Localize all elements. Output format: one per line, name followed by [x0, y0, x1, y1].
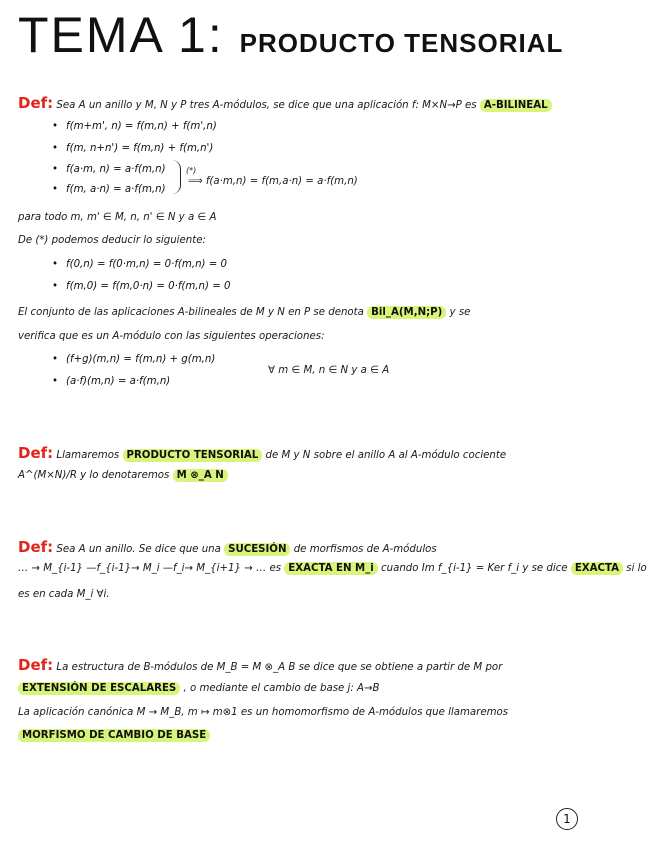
- highlight-producto-tensorial: PRODUCTO TENSORIAL: [123, 449, 263, 462]
- bil-module-line: verifica que es un A-módulo con las siguientes operaciones:: [18, 331, 325, 342]
- sequence-formula: … → M_{i-1} —f_{i-1}→ M_i —f_i→ M_{i+1} → …: [18, 563, 267, 574]
- bilinear-property-4: • f(m, a·n) = a·f(m,n): [52, 184, 166, 195]
- def4-line1: Def: La estructura de B-módulos de M_B = M ⊗_A B se dice que se obtiene a partir de M por: [18, 656, 503, 674]
- def-label: Def:: [18, 656, 54, 674]
- implies-equation: ⟹ f(a·m,n) = f(m,a·n) = a·f(m,n): [188, 176, 358, 187]
- def3-line2: … → M_{i-1} —f_{i-1}→ M_i —f_i→ M_{i+1} → … es EXACTA EN M_i cuando Im f_{i-1} = Ker f_i y se dice EXACTA si lo: [18, 563, 647, 574]
- page-title: [18, 6, 563, 64]
- highlight-exacta: EXACTA: [571, 562, 623, 575]
- highlight-morfismo-cambio-base: MORFISMO DE CAMBIO DE BASE: [18, 729, 210, 742]
- operation-sum: • (f+g)(m,n) = f(m,n) + g(m,n): [52, 354, 215, 365]
- operation-scalar: • (a·f)(m,n) = a·f(m,n): [52, 376, 170, 387]
- def1-intro: Def: Sea A un anillo y M, N y P tres A-módulos, se dice que una aplicación f: M×N→P es A-BILINEAL: [18, 94, 552, 112]
- highlight-sucesion: SUCESIÓN: [224, 543, 290, 556]
- deduce-item-2: • f(m,0) = f(m,0·n) = 0·f(m,n) = 0: [52, 281, 230, 292]
- bil-set-line: El conjunto de las aplicaciones A-bilineales de M y N en P se denota Bil_A(M,N;P) y se: [18, 307, 471, 318]
- deduce-line: De (*) podemos deducir lo siguiente:: [18, 235, 206, 246]
- brace: [172, 160, 181, 194]
- title-main: TEMA 1:: [18, 7, 224, 63]
- highlight-extension-escalares: EXTENSIÓN DE ESCALARES: [18, 682, 180, 695]
- highlight-tensor-notation: M ⊗_A N: [173, 469, 228, 482]
- def-label: Def:: [18, 94, 54, 112]
- bilinear-property-3: • f(a·m, n) = a·f(m,n): [52, 164, 166, 175]
- def4-line4: [18, 730, 210, 741]
- highlight-a-bilineal: A-BILINEAL: [480, 99, 552, 112]
- highlight-exacta-en: EXACTA EN M_i: [284, 562, 378, 575]
- title-sub: PRODUCTO TENSORIAL: [239, 28, 564, 58]
- bilinear-property-2: • f(m, n+n') = f(m,n) + f(m,n'): [52, 143, 213, 154]
- def-label: Def:: [18, 444, 54, 462]
- highlight-bil: Bil_A(M,N;P): [367, 306, 446, 319]
- for-all-line: para todo m, m' ∈ M, n, n' ∈ N y a ∈ A: [18, 212, 217, 223]
- deduce-item-1: • f(0,n) = f(0·m,n) = 0·f(m,n) = 0: [52, 259, 227, 270]
- def4-line3: La aplicación canónica M → M_B, m ↦ m⊗1 es un homomorfismo de A-módulos que llamaremos: [18, 707, 509, 718]
- page-number: 1: [556, 808, 578, 830]
- bilinear-property-1: • f(m+m', n) = f(m,n) + f(m',n): [52, 121, 217, 132]
- def3-line3: es en cada M_i ∀i.: [18, 589, 110, 600]
- def2-line1: Def: Llamaremos PRODUCTO TENSORIAL de M y N sobre el anillo A al A-módulo cociente: [18, 444, 507, 462]
- def2-line2: A^(M×N)/R y lo denotaremos M ⊗_A N: [18, 470, 228, 481]
- def-label: Def:: [18, 538, 54, 556]
- operations-quantifier: ∀ m ∈ M, n ∈ N y a ∈ A: [268, 365, 390, 376]
- def3-line1: Def: Sea A un anillo. Se dice que una SUCESIÓN de morfismos de A-módulos: [18, 538, 437, 556]
- def4-line2: EXTENSIÓN DE ESCALARES , o mediante el cambio de base j: A→B: [18, 683, 380, 694]
- star-mark: (*): [186, 166, 197, 175]
